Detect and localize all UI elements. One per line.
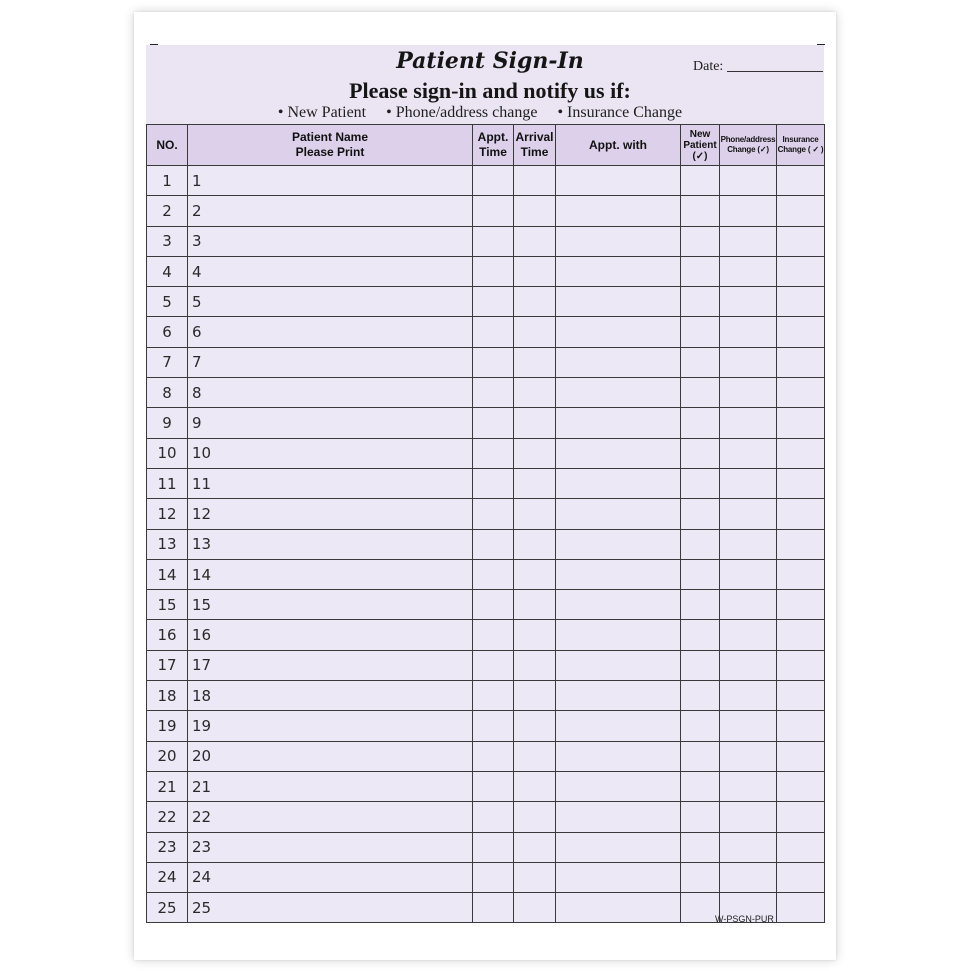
phone-address-change-check-cell[interactable]: [720, 378, 777, 408]
new-patient-check-cell[interactable]: [681, 681, 720, 711]
insurance-change-check-cell[interactable]: [777, 166, 825, 196]
patient-name-cell[interactable]: 4: [188, 256, 473, 286]
table-row: [147, 802, 825, 832]
arrival-time-cell[interactable]: [514, 499, 556, 529]
arrival-time-cell[interactable]: [514, 529, 556, 559]
appt-with-cell[interactable]: [556, 256, 681, 286]
new-patient-check-cell[interactable]: [681, 499, 720, 529]
row-number-cell: 13: [147, 529, 188, 559]
insurance-change-check-cell[interactable]: [777, 468, 825, 498]
arrival-time-cell[interactable]: [514, 832, 556, 862]
new-patient-check-cell[interactable]: [681, 166, 720, 196]
row-number-cell: 1: [147, 166, 188, 196]
table-row: [147, 741, 825, 771]
new-patient-check-cell[interactable]: [681, 468, 720, 498]
patient-name-cell[interactable]: 19: [188, 711, 473, 741]
col-header-phone-address-change: Phone/address Change (✓): [720, 125, 777, 166]
phone-address-change-check-cell[interactable]: [720, 499, 777, 529]
appt-with-cell[interactable]: [556, 529, 681, 559]
patient-name-cell[interactable]: 14: [188, 559, 473, 589]
phone-address-change-check-cell[interactable]: [720, 620, 777, 650]
new-patient-check-cell[interactable]: [681, 438, 720, 468]
form-title: Patient Sign-In: [396, 48, 584, 74]
row-number-cell: 21: [147, 771, 188, 801]
date-label: Date:: [693, 59, 724, 74]
appt-time-cell[interactable]: [473, 196, 514, 226]
insurance-change-check-cell[interactable]: [777, 287, 825, 317]
notify-reasons: [146, 103, 814, 123]
col-header-insurance-change: Insurance Change ( ✓ ): [777, 125, 825, 166]
new-patient-check-cell[interactable]: [681, 893, 720, 923]
appt-with-cell[interactable]: [556, 499, 681, 529]
new-patient-check-cell[interactable]: [681, 741, 720, 771]
appt-with-cell[interactable]: [556, 378, 681, 408]
row-number-cell: 18: [147, 681, 188, 711]
table-row: [147, 256, 825, 286]
appt-with-cell[interactable]: [556, 468, 681, 498]
row-number-cell: 9: [147, 408, 188, 438]
row-number-cell: 19: [147, 711, 188, 741]
phone-address-change-check-cell[interactable]: [720, 559, 777, 589]
phone-address-change-check-cell[interactable]: [720, 590, 777, 620]
insurance-change-check-cell[interactable]: [777, 559, 825, 589]
appt-time-cell[interactable]: [473, 771, 514, 801]
row-number-cell: 24: [147, 862, 188, 892]
row-number-cell: 10: [147, 438, 188, 468]
new-patient-check-cell[interactable]: [681, 226, 720, 256]
appt-with-cell[interactable]: [556, 317, 681, 347]
appt-with-cell[interactable]: [556, 620, 681, 650]
phone-address-change-check-cell[interactable]: [720, 650, 777, 680]
patient-name-cell[interactable]: 16: [188, 620, 473, 650]
appt-time-cell[interactable]: [473, 832, 514, 862]
new-patient-check-cell[interactable]: [681, 771, 720, 801]
table-row: [147, 832, 825, 862]
appt-with-cell[interactable]: [556, 559, 681, 589]
row-number-cell: 12: [147, 499, 188, 529]
appt-time-cell[interactable]: [473, 287, 514, 317]
arrival-time-cell[interactable]: [514, 166, 556, 196]
patient-name-cell[interactable]: 18: [188, 681, 473, 711]
row-number-cell: 25: [147, 893, 188, 923]
phone-address-change-check-cell[interactable]: [720, 317, 777, 347]
arrival-time-cell[interactable]: [514, 590, 556, 620]
phone-address-change-check-cell[interactable]: [720, 771, 777, 801]
new-patient-check-cell[interactable]: [681, 408, 720, 438]
new-patient-check-cell[interactable]: [681, 256, 720, 286]
col-header-appt-with: Appt. with: [556, 125, 681, 166]
form-code: W-PSGN-PUR: [715, 914, 774, 924]
date-field[interactable]: [727, 71, 823, 72]
appt-with-cell[interactable]: [556, 893, 681, 923]
new-patient-check-cell[interactable]: [681, 650, 720, 680]
patient-name-cell[interactable]: 22: [188, 802, 473, 832]
appt-time-cell[interactable]: [473, 408, 514, 438]
insurance-change-check-cell[interactable]: [777, 650, 825, 680]
appt-with-cell[interactable]: [556, 287, 681, 317]
patient-name-cell[interactable]: 23: [188, 832, 473, 862]
appt-time-cell[interactable]: [473, 226, 514, 256]
new-patient-check-cell[interactable]: [681, 862, 720, 892]
patient-name-cell[interactable]: 11: [188, 468, 473, 498]
table-header-row: [147, 125, 825, 166]
row-number-cell: 5: [147, 287, 188, 317]
insurance-change-check-cell[interactable]: [777, 378, 825, 408]
table-row: [147, 166, 825, 196]
row-number-cell: 6: [147, 317, 188, 347]
arrival-time-cell[interactable]: [514, 771, 556, 801]
row-number-cell: 8: [147, 378, 188, 408]
appt-time-cell[interactable]: [473, 802, 514, 832]
table-row: [147, 317, 825, 347]
row-number-cell: 17: [147, 650, 188, 680]
insurance-change-check-cell[interactable]: [777, 681, 825, 711]
appt-with-cell[interactable]: [556, 347, 681, 377]
new-patient-check-cell[interactable]: [681, 529, 720, 559]
table-row: [147, 196, 825, 226]
table-row: [147, 620, 825, 650]
arrival-time-cell[interactable]: [514, 226, 556, 256]
insurance-change-check-cell[interactable]: [777, 893, 825, 923]
phone-address-change-check-cell[interactable]: [720, 741, 777, 771]
appt-time-cell[interactable]: [473, 862, 514, 892]
arrival-time-cell[interactable]: [514, 681, 556, 711]
appt-time-cell[interactable]: [473, 378, 514, 408]
patient-name-cell[interactable]: 20: [188, 741, 473, 771]
arrival-time-cell[interactable]: [514, 711, 556, 741]
row-number-cell: 22: [147, 802, 188, 832]
table-row: [147, 408, 825, 438]
patient-name-cell[interactable]: 2: [188, 196, 473, 226]
phone-address-change-check-cell[interactable]: [720, 347, 777, 377]
new-patient-check-cell[interactable]: [681, 196, 720, 226]
insurance-change-check-cell[interactable]: [777, 438, 825, 468]
insurance-change-check-cell[interactable]: [777, 590, 825, 620]
col-header-appt-time: Appt. Time: [473, 125, 514, 166]
new-patient-check-cell[interactable]: [681, 832, 720, 862]
new-patient-check-cell[interactable]: [681, 559, 720, 589]
table-body: [147, 166, 825, 923]
table-row: [147, 711, 825, 741]
col-header-no: NO.: [147, 125, 188, 166]
appt-time-cell[interactable]: [473, 650, 514, 680]
arrival-time-cell[interactable]: [514, 347, 556, 377]
phone-address-change-check-cell[interactable]: [720, 256, 777, 286]
phone-address-change-check-cell[interactable]: [720, 438, 777, 468]
arrival-time-cell[interactable]: [514, 196, 556, 226]
phone-address-change-check-cell[interactable]: [720, 862, 777, 892]
arrival-time-cell[interactable]: [514, 893, 556, 923]
new-patient-check-cell[interactable]: [681, 711, 720, 741]
appt-time-cell[interactable]: [473, 559, 514, 589]
arrival-time-cell[interactable]: [514, 468, 556, 498]
appt-with-cell[interactable]: [556, 408, 681, 438]
table-row: [147, 559, 825, 589]
arrival-time-cell[interactable]: [514, 287, 556, 317]
insurance-change-check-cell[interactable]: [777, 256, 825, 286]
phone-address-change-check-cell[interactable]: [720, 468, 777, 498]
insurance-change-check-cell[interactable]: [777, 226, 825, 256]
appt-with-cell[interactable]: [556, 832, 681, 862]
row-number-cell: 14: [147, 559, 188, 589]
table-row: [147, 347, 825, 377]
row-number-cell: 4: [147, 256, 188, 286]
row-number-cell: 3: [147, 226, 188, 256]
patient-name-cell[interactable]: 24: [188, 862, 473, 892]
appt-with-cell[interactable]: [556, 650, 681, 680]
insurance-change-check-cell[interactable]: [777, 499, 825, 529]
appt-time-cell[interactable]: [473, 529, 514, 559]
phone-address-change-check-cell[interactable]: [720, 287, 777, 317]
appt-time-cell[interactable]: [473, 711, 514, 741]
appt-with-cell[interactable]: [556, 681, 681, 711]
insurance-change-check-cell[interactable]: [777, 771, 825, 801]
insurance-change-check-cell[interactable]: [777, 711, 825, 741]
phone-address-change-check-cell[interactable]: [720, 196, 777, 226]
appt-time-cell[interactable]: [473, 620, 514, 650]
col-header-arrival-time: Arrival Time: [514, 125, 556, 166]
table-row: [147, 378, 825, 408]
phone-address-change-check-cell[interactable]: [720, 802, 777, 832]
appt-with-cell[interactable]: [556, 226, 681, 256]
new-patient-check-cell[interactable]: [681, 287, 720, 317]
row-number-cell: 20: [147, 741, 188, 771]
arrival-time-cell[interactable]: [514, 438, 556, 468]
phone-address-change-check-cell[interactable]: [720, 832, 777, 862]
patient-name-cell[interactable]: 12: [188, 499, 473, 529]
appt-time-cell[interactable]: [473, 468, 514, 498]
phone-address-change-check-cell[interactable]: [720, 681, 777, 711]
patient-name-cell[interactable]: 9: [188, 408, 473, 438]
phone-address-change-check-cell[interactable]: [720, 166, 777, 196]
appt-with-cell[interactable]: [556, 711, 681, 741]
table-row: [147, 468, 825, 498]
new-patient-check-cell[interactable]: [681, 317, 720, 347]
row-number-cell: 15: [147, 590, 188, 620]
patient-name-cell[interactable]: 3: [188, 226, 473, 256]
table-row: [147, 529, 825, 559]
insurance-change-check-cell[interactable]: [777, 347, 825, 377]
row-number-cell: 16: [147, 620, 188, 650]
patient-name-cell[interactable]: 21: [188, 771, 473, 801]
patient-name-cell[interactable]: 6: [188, 317, 473, 347]
arrival-time-cell[interactable]: [514, 650, 556, 680]
patient-name-cell[interactable]: 13: [188, 529, 473, 559]
insurance-change-check-cell[interactable]: [777, 741, 825, 771]
phone-address-change-check-cell[interactable]: [720, 408, 777, 438]
appt-time-cell[interactable]: [473, 347, 514, 377]
arrival-time-cell[interactable]: [514, 317, 556, 347]
appt-time-cell[interactable]: [473, 256, 514, 286]
reason-insurance-change: • Insurance Change: [557, 104, 683, 121]
table-row: [147, 681, 825, 711]
appt-time-cell[interactable]: [473, 590, 514, 620]
insurance-change-check-cell[interactable]: [777, 620, 825, 650]
new-patient-check-cell[interactable]: [681, 590, 720, 620]
patient-name-cell[interactable]: 8: [188, 378, 473, 408]
appt-with-cell[interactable]: [556, 438, 681, 468]
col-header-new-patient: New Patient (✓): [681, 125, 720, 166]
arrival-time-cell[interactable]: [514, 256, 556, 286]
appt-time-cell[interactable]: [473, 893, 514, 923]
patient-name-cell[interactable]: 5: [188, 287, 473, 317]
patient-name-cell[interactable]: 10: [188, 438, 473, 468]
new-patient-check-cell[interactable]: [681, 802, 720, 832]
row-number-cell: 2: [147, 196, 188, 226]
table-row: [147, 650, 825, 680]
arrival-time-cell[interactable]: [514, 378, 556, 408]
insurance-change-check-cell[interactable]: [777, 862, 825, 892]
new-patient-check-cell[interactable]: [681, 378, 720, 408]
appt-with-cell[interactable]: [556, 771, 681, 801]
table-row: [147, 438, 825, 468]
appt-with-cell[interactable]: [556, 741, 681, 771]
appt-with-cell[interactable]: [556, 802, 681, 832]
row-number-cell: 23: [147, 832, 188, 862]
insurance-change-check-cell[interactable]: [777, 529, 825, 559]
appt-with-cell[interactable]: [556, 590, 681, 620]
table-row: [147, 590, 825, 620]
arrival-time-cell[interactable]: [514, 802, 556, 832]
insurance-change-check-cell[interactable]: [777, 196, 825, 226]
appt-time-cell[interactable]: [473, 499, 514, 529]
table-row: [147, 499, 825, 529]
table-row: [147, 862, 825, 892]
appt-with-cell[interactable]: [556, 166, 681, 196]
arrival-time-cell[interactable]: [514, 620, 556, 650]
appt-time-cell[interactable]: [473, 681, 514, 711]
sign-in-table: [146, 124, 825, 923]
arrival-time-cell[interactable]: [514, 559, 556, 589]
appt-time-cell[interactable]: [473, 741, 514, 771]
appt-with-cell[interactable]: [556, 196, 681, 226]
insurance-change-check-cell[interactable]: [777, 802, 825, 832]
table-row: [147, 226, 825, 256]
form-subtitle: Please sign-in and notify us if:: [349, 78, 631, 103]
reason-phone-address-change: • Phone/address change: [386, 104, 538, 121]
row-number-cell: 7: [147, 347, 188, 377]
phone-address-change-check-cell[interactable]: [720, 226, 777, 256]
patient-name-cell[interactable]: 7: [188, 347, 473, 377]
insurance-change-check-cell[interactable]: [777, 408, 825, 438]
insurance-change-check-cell[interactable]: [777, 317, 825, 347]
patient-name-cell[interactable]: 25: [188, 893, 473, 923]
col-header-patient-name: Patient Name Please Print: [188, 125, 473, 166]
appt-time-cell[interactable]: [473, 317, 514, 347]
arrival-time-cell[interactable]: [514, 741, 556, 771]
new-patient-check-cell[interactable]: [681, 347, 720, 377]
row-number-cell: 11: [147, 468, 188, 498]
insurance-change-check-cell[interactable]: [777, 832, 825, 862]
phone-address-change-check-cell[interactable]: [720, 529, 777, 559]
table-row: [147, 287, 825, 317]
appt-with-cell[interactable]: [556, 862, 681, 892]
appt-time-cell[interactable]: [473, 166, 514, 196]
patient-name-cell[interactable]: 15: [188, 590, 473, 620]
reason-new-patient: • New Patient: [277, 104, 367, 121]
phone-address-change-check-cell[interactable]: [720, 711, 777, 741]
patient-name-cell[interactable]: 1: [188, 166, 473, 196]
arrival-time-cell[interactable]: [514, 862, 556, 892]
table-row: [147, 771, 825, 801]
appt-time-cell[interactable]: [473, 438, 514, 468]
new-patient-check-cell[interactable]: [681, 620, 720, 650]
patient-name-cell[interactable]: 17: [188, 650, 473, 680]
arrival-time-cell[interactable]: [514, 408, 556, 438]
